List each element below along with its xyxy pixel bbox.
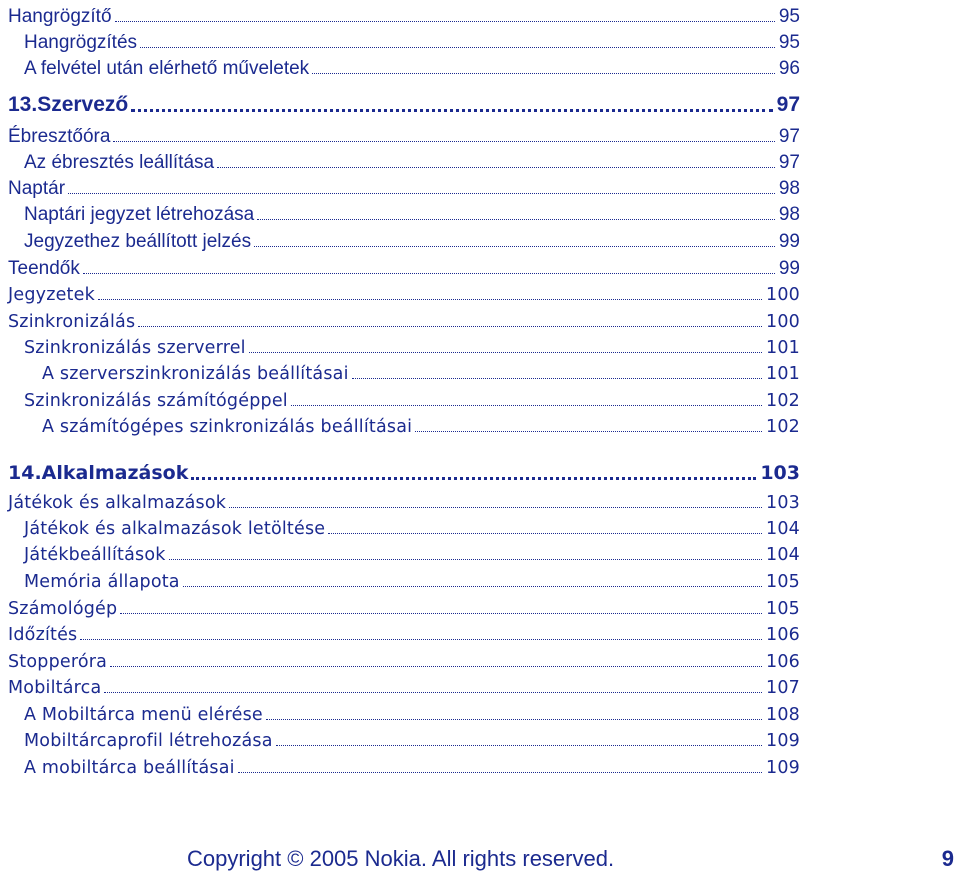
toc-entry[interactable]: [8, 512, 800, 538]
toc-entry-page: 103: [765, 492, 800, 513]
toc-dot-leader: [276, 745, 762, 746]
toc-entry-title: Mobiltárca: [8, 677, 102, 698]
toc-dot-leader: [291, 405, 762, 406]
toc-entry-title: Mobiltárcaprofil létrehozása: [24, 730, 273, 751]
toc-entry[interactable]: [8, 565, 800, 591]
toc-entry-page: 107: [765, 677, 800, 698]
toc-dot-leader: [238, 772, 762, 773]
toc-entry-title: 13.Szervező: [8, 93, 129, 116]
toc-dot-leader: [229, 507, 762, 508]
toc-entry[interactable]: [8, 538, 800, 564]
toc-dot-leader: [98, 299, 762, 300]
toc-entry-page: 106: [765, 624, 800, 645]
page-number: 9: [941, 846, 954, 871]
toc-entry-page: 96: [778, 58, 800, 79]
toc-dot-leader: [83, 273, 775, 274]
toc-entry[interactable]: [8, 305, 800, 331]
toc-dot-leader: [169, 559, 762, 560]
toc-dot-leader: [249, 352, 762, 353]
toc-entry-page: 109: [765, 730, 800, 751]
toc-entry[interactable]: [8, 486, 800, 512]
toc-entry-page: 102: [765, 416, 800, 437]
toc-entry[interactable]: [8, 331, 800, 357]
toc-dot-leader: [257, 219, 775, 220]
toc-entry-page: 98: [778, 178, 800, 199]
toc-dot-leader: [191, 477, 756, 480]
toc-entry[interactable]: [8, 457, 800, 483]
toc-entry-title: Hangrögzítés: [24, 32, 138, 53]
toc-entry[interactable]: [8, 751, 800, 777]
toc-entry-title: A szerverszinkronizálás beállításai: [42, 363, 349, 384]
toc-entry-page: 104: [765, 518, 800, 539]
toc-entry-title: Jegyzetek: [8, 284, 95, 305]
toc-dot-leader: [352, 378, 762, 379]
toc-entry-page: 98: [778, 204, 800, 225]
toc-entry[interactable]: [8, 120, 800, 146]
toc-entry-page: 97: [778, 152, 800, 173]
toc-entry-title: Szinkronizálás szerverrel: [24, 337, 246, 358]
toc-entry-page: 100: [765, 284, 800, 305]
toc-entry-page: 97: [776, 93, 800, 116]
toc-entry-title: Szinkronizálás számítógéppel: [24, 390, 288, 411]
toc-entry[interactable]: [8, 0, 800, 26]
toc-entry-title: Időzítés: [8, 624, 78, 645]
toc-entry-page: 105: [765, 571, 800, 592]
toc-entry[interactable]: [8, 146, 800, 172]
toc-entry-title: Memória állapota: [24, 571, 180, 592]
toc-entry-page: 95: [778, 32, 800, 53]
toc-dot-leader: [254, 246, 775, 247]
toc-entry-page: 109: [765, 757, 800, 778]
toc-dot-leader: [183, 586, 762, 587]
toc-entry-title: Naptári jegyzet létrehozása: [24, 204, 255, 225]
toc-entry-page: 101: [765, 363, 800, 384]
toc-dot-leader: [68, 193, 775, 194]
toc-entry[interactable]: [8, 410, 800, 436]
toc-entry-page: 104: [765, 544, 800, 565]
toc-entry-page: 100: [765, 311, 800, 332]
toc-entry-title: Ébresztőóra: [8, 126, 111, 147]
toc-entry-title: Játékok és alkalmazások: [8, 492, 227, 513]
toc-entry[interactable]: [8, 645, 800, 671]
toc-dot-leader: [110, 666, 762, 667]
toc-entry[interactable]: [8, 252, 800, 278]
toc-dot-leader: [131, 109, 772, 112]
toc-entry[interactable]: [8, 198, 800, 224]
toc-dot-leader: [266, 719, 762, 720]
toc-entry-title: Hangrögzítő: [8, 6, 112, 27]
toc-entry-page: 99: [778, 231, 800, 252]
toc-entry-title: Naptár: [8, 178, 66, 199]
toc-entry-page: 99: [778, 258, 800, 279]
toc-entry-page: 103: [760, 462, 800, 484]
toc-dot-leader: [217, 167, 775, 168]
toc-entry-page: 95: [778, 6, 800, 27]
toc-entry[interactable]: [8, 52, 800, 78]
toc-entry[interactable]: [8, 26, 800, 52]
toc-entry-page: 101: [765, 337, 800, 358]
toc-entry[interactable]: [8, 384, 800, 410]
toc-entry-title: A számítógépes szinkronizálás beállításai: [42, 416, 413, 437]
toc-entry-title: Számológép: [8, 598, 118, 619]
toc-entry[interactable]: [8, 618, 800, 644]
toc-entry-title: Jegyzethez beállított jelzés: [24, 231, 252, 252]
toc-entry-page: 102: [765, 390, 800, 411]
toc-entry-title: A mobiltárca beállításai: [24, 757, 235, 778]
copyright-footer: Copyright © 2005 Nokia. All rights reserved.: [187, 846, 615, 871]
toc-entry-title: A Mobiltárca menü elérése: [24, 704, 263, 725]
toc-entry-title: Játékok és alkalmazások letöltése: [24, 518, 326, 539]
toc-dot-leader: [140, 47, 775, 48]
toc-dot-leader: [120, 613, 762, 614]
toc-entry-title: Szinkronizálás: [8, 311, 136, 332]
toc-entry-title: Az ébresztés leállítása: [24, 152, 215, 173]
toc-dot-leader: [415, 431, 762, 432]
toc-dot-leader: [80, 639, 762, 640]
toc-entry-page: 108: [765, 704, 800, 725]
toc-entry-page: 105: [765, 598, 800, 619]
toc-entry-page: 106: [765, 651, 800, 672]
toc-entry[interactable]: [8, 592, 800, 618]
toc-dot-leader: [328, 533, 762, 534]
toc-dot-leader: [115, 21, 775, 22]
toc-entry[interactable]: [8, 357, 800, 383]
toc-entry-title: Stopperóra: [8, 651, 108, 672]
toc-entry-title: 14.Alkalmazások: [8, 462, 189, 484]
toc-entry-title: Játékbeállítások: [24, 544, 166, 565]
toc-entry-page: 97: [778, 126, 800, 147]
toc-dot-leader: [104, 692, 762, 693]
toc-entry[interactable]: [8, 671, 800, 697]
toc-entry[interactable]: [8, 724, 800, 750]
toc-entry[interactable]: [8, 278, 800, 304]
toc-entry[interactable]: [8, 225, 800, 251]
toc-dot-leader: [138, 326, 762, 327]
toc-entry[interactable]: [8, 89, 800, 115]
toc-entry[interactable]: [8, 698, 800, 724]
toc-entry-title: Teendők: [8, 258, 80, 279]
toc-entry[interactable]: [8, 172, 800, 198]
toc-dot-leader: [113, 141, 774, 142]
toc-dot-leader: [312, 73, 775, 74]
toc-entry-title: A felvétel után elérhető műveletek: [24, 58, 310, 79]
